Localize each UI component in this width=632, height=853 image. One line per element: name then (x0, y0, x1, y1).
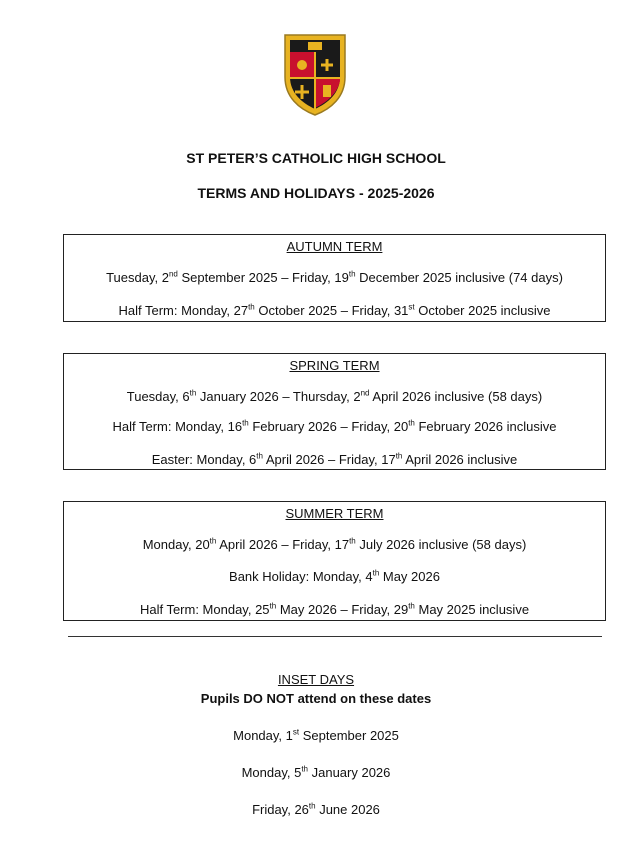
summer-term-dates: Monday, 20th April 2026 – Friday, 17th July 2026 inclusive (58 days) (142, 536, 527, 552)
spring-term-heading: SPRING TERM (289, 358, 380, 373)
inset-day-3: Friday, 26th June 2026 (252, 801, 380, 817)
school-name: ST PETER’S CATHOLIC HIGH SCHOOL (186, 150, 446, 166)
spring-half-term: Half Term: Monday, 16th February 2026 – Friday, 20th February 2026 inclusive (112, 418, 557, 434)
autumn-term-box (63, 234, 606, 322)
summer-term-box (63, 501, 606, 621)
spring-term-box (63, 353, 606, 470)
summer-bank-holiday: Bank Holiday: Monday, 4th May 2026 (229, 568, 440, 584)
autumn-term-heading: AUTUMN TERM (286, 239, 383, 254)
autumn-term-dates: Tuesday, 2nd September 2025 – Friday, 19th December 2025 inclusive (74 days) (106, 269, 563, 285)
inset-day-1: Monday, 1st September 2025 (233, 727, 399, 743)
inset-day-2: Monday, 5th January 2026 (241, 764, 391, 780)
inset-days-heading: INSET DAYS (277, 672, 355, 687)
spring-easter: Easter: Monday, 6th April 2026 – Friday, 17th April 2026 inclusive (151, 451, 518, 467)
summer-term-heading: SUMMER TERM (285, 506, 384, 521)
summer-half-term: Half Term: Monday, 25th May 2026 – Friday, 29th May 2025 inclusive (139, 601, 530, 617)
spring-term-dates: Tuesday, 6th January 2026 – Thursday, 2nd April 2026 inclusive (58 days) (126, 388, 543, 404)
inset-days-note: Pupils DO NOT attend on these dates (200, 691, 432, 706)
autumn-half-term: Half Term: Monday, 27th October 2025 – Friday, 31st October 2025 inclusive (118, 302, 551, 318)
school-crest-icon (281, 31, 349, 117)
page-title: TERMS AND HOLIDAYS - 2025-2026 (197, 185, 435, 201)
divider (68, 636, 602, 637)
